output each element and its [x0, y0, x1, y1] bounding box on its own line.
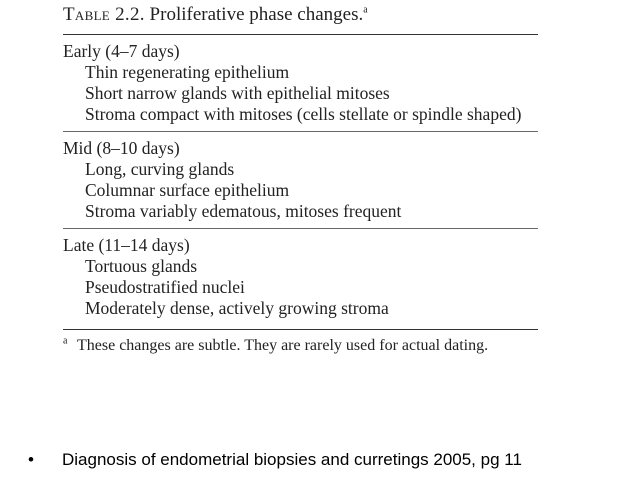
- table-caption-label: Table 2.2.: [63, 4, 145, 25]
- bullet-icon: •: [28, 450, 34, 469]
- section-late: [63, 229, 538, 325]
- section-title: Mid (8–10 days): [63, 138, 180, 158]
- list-item: Columnar surface epithelium: [85, 180, 290, 200]
- footnote-mark-text: a: [63, 335, 68, 347]
- section-mid: [63, 132, 538, 228]
- table-footnote: [63, 336, 538, 356]
- list-item: Long, curving glands: [85, 159, 235, 179]
- section-title: Late (11–14 days): [63, 235, 190, 255]
- list-item: Tortuous glands: [85, 256, 198, 276]
- section-title: Early (4–7 days): [63, 41, 180, 61]
- citation-line: [28, 449, 522, 471]
- table-caption-title: Proliferative phase changes.: [144, 4, 364, 25]
- table-caption: [63, 0, 538, 28]
- section-early: [63, 35, 538, 131]
- list-item: Moderately dense, actively growing stroma: [85, 298, 389, 318]
- footnote-mark: [63, 336, 77, 356]
- list-item: Pseudostratified nuclei: [85, 277, 245, 297]
- list-item: Stroma variably edematous, mitoses frequent: [85, 201, 402, 221]
- list-item: Stroma compact with mitoses (cells stellate or spindle shaped): [85, 104, 522, 124]
- citation-text: Diagnosis of endometrial biopsies and curretings 2005, pg 11: [62, 450, 522, 469]
- table-figure: [63, 0, 538, 356]
- table-caption-footnote-mark: a: [363, 4, 368, 16]
- list-item: Thin regenerating epithelium: [85, 62, 290, 82]
- footnote-text: These changes are subtle. They are rarely used for actual dating.: [77, 337, 489, 354]
- list-item: Short narrow glands with epithelial mitoses: [85, 83, 390, 103]
- table-bottom-rule: [63, 329, 538, 330]
